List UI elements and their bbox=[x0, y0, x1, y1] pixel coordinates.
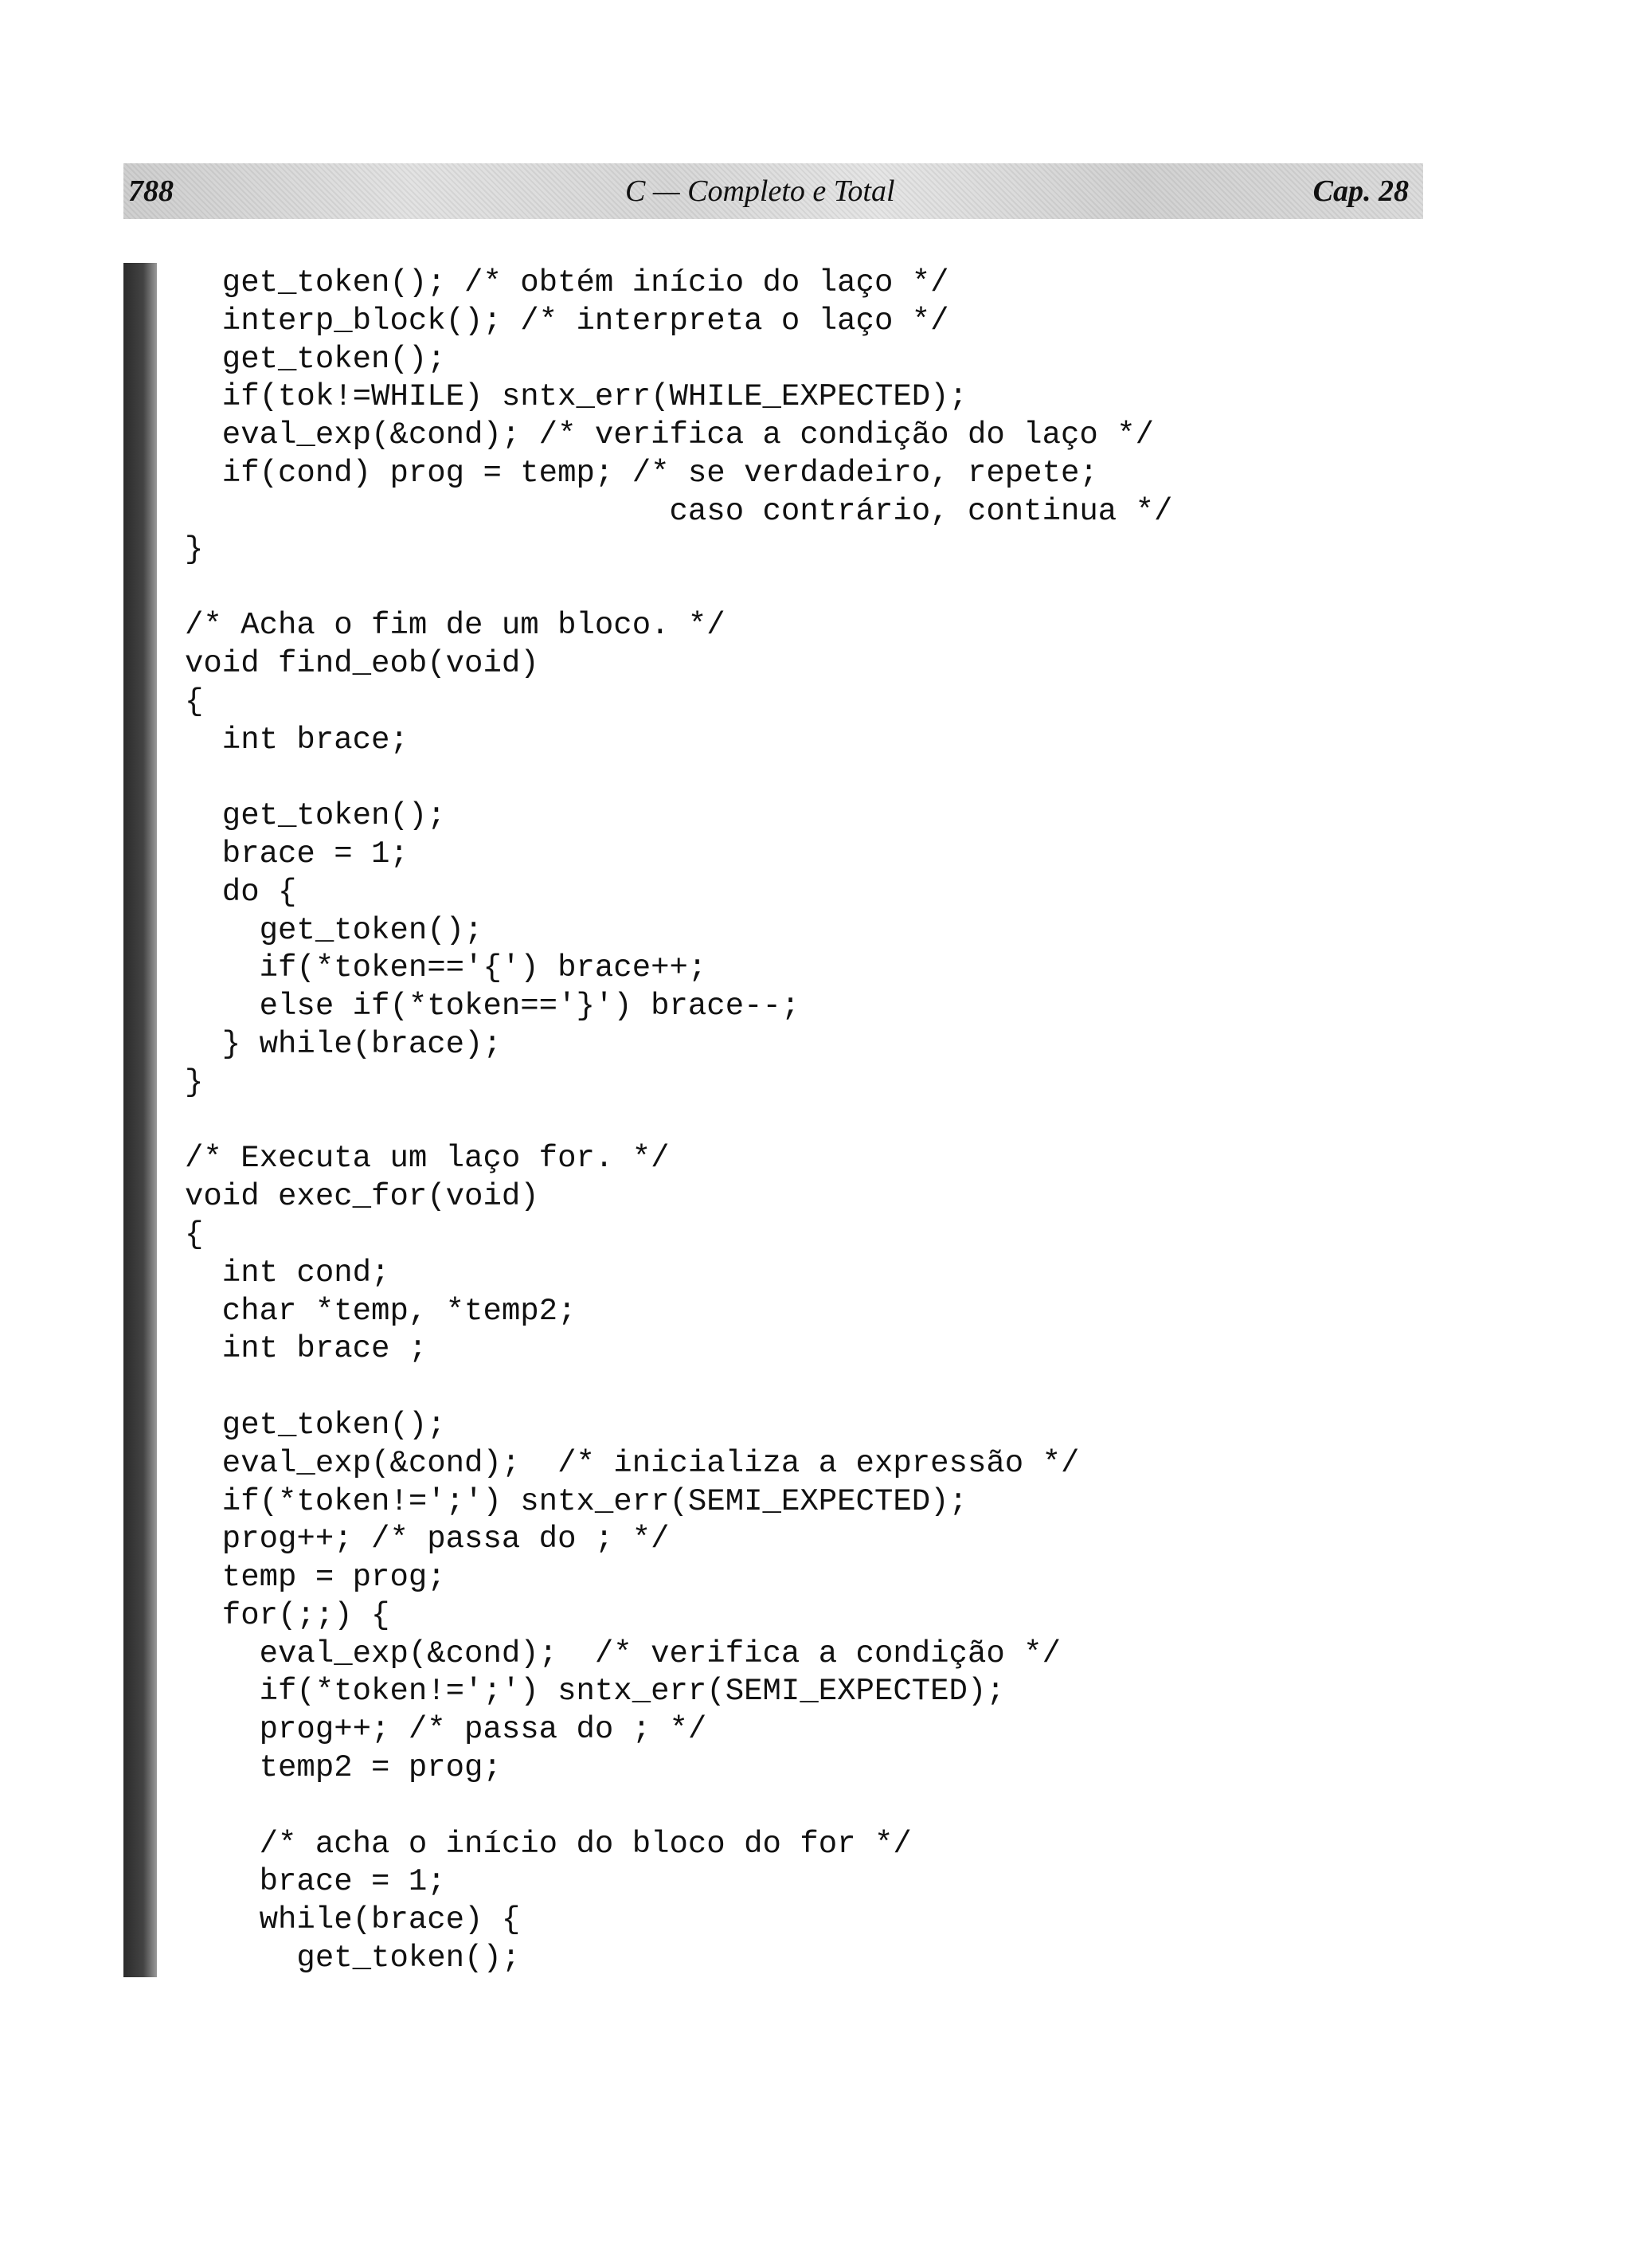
code-line: get_token(); bbox=[185, 798, 446, 834]
code-line bbox=[185, 1369, 1172, 1407]
code-listing bbox=[185, 264, 1172, 1978]
book-title: C — Completo e Total bbox=[625, 174, 895, 208]
code-line: int cond; bbox=[185, 1255, 390, 1291]
margin-bar bbox=[123, 263, 157, 1977]
code-line: prog++; /* passa do ; */ bbox=[185, 1522, 670, 1557]
code-line: } bbox=[185, 1064, 204, 1100]
code-line: brace = 1; bbox=[185, 836, 409, 872]
code-line bbox=[185, 1103, 1172, 1141]
code-line: eval_exp(&cond); /* verifica a condição */ bbox=[185, 1635, 1061, 1671]
code-line: } bbox=[185, 531, 204, 567]
code-line: brace = 1; bbox=[185, 1864, 446, 1900]
code-line: while(brace) { bbox=[185, 1902, 521, 1938]
code-line: get_token(); bbox=[185, 1407, 446, 1443]
code-line: get_token(); /* obtém início do laço */ bbox=[185, 265, 949, 300]
code-line: } while(brace); bbox=[185, 1026, 502, 1062]
code-line: { bbox=[185, 684, 204, 719]
code-line: char *temp, *temp2; bbox=[185, 1293, 577, 1329]
code-line: if(tok!=WHILE) sntx_err(WHILE_EXPECTED); bbox=[185, 379, 968, 415]
code-line: temp = prog; bbox=[185, 1560, 446, 1596]
code-line: void find_eob(void) bbox=[185, 645, 539, 681]
code-line: get_token(); bbox=[185, 341, 446, 377]
code-line: prog++; /* passa do ; */ bbox=[185, 1712, 707, 1748]
code-line: if(*token!=';') sntx_err(SEMI_EXPECTED); bbox=[185, 1674, 1005, 1710]
code-line: void exec_for(void) bbox=[185, 1179, 539, 1215]
chapter-label: Cap. 28 bbox=[1312, 174, 1409, 208]
code-line: get_token(); bbox=[185, 1941, 521, 1976]
code-line: if(*token!=';') sntx_err(SEMI_EXPECTED); bbox=[185, 1483, 968, 1519]
code-line: int brace ; bbox=[185, 1331, 428, 1367]
code-line: do { bbox=[185, 874, 297, 910]
code-line: get_token(); bbox=[185, 912, 483, 948]
code-line: interp_block(); /* interpreta o laço */ bbox=[185, 303, 949, 339]
code-line: for(;;) { bbox=[185, 1597, 390, 1633]
code-line: if(cond) prog = temp; /* se verdadeiro, repete; bbox=[185, 455, 1098, 491]
code-line bbox=[185, 759, 1172, 797]
page-number: 788 bbox=[128, 174, 174, 208]
code-line bbox=[185, 1788, 1172, 1826]
code-line: eval_exp(&cond); /* verifica a condição do laço */ bbox=[185, 417, 1154, 453]
code-line: else if(*token=='}') brace--; bbox=[185, 989, 800, 1024]
code-line: if(*token=='{') brace++; bbox=[185, 950, 707, 986]
code-line: eval_exp(&cond); /* inicializa a expressão */ bbox=[185, 1445, 1080, 1481]
code-line bbox=[185, 569, 1172, 607]
page-header bbox=[123, 163, 1423, 219]
code-line: temp2 = prog; bbox=[185, 1750, 502, 1786]
code-line: int brace; bbox=[185, 722, 409, 758]
code-line: /* Acha o fim de um bloco. */ bbox=[185, 608, 726, 644]
code-line: { bbox=[185, 1216, 204, 1252]
code-line: /* acha o início do bloco do for */ bbox=[185, 1826, 912, 1862]
code-line: caso contrário, continua */ bbox=[185, 493, 1173, 529]
code-line: /* Executa um laço for. */ bbox=[185, 1141, 670, 1177]
